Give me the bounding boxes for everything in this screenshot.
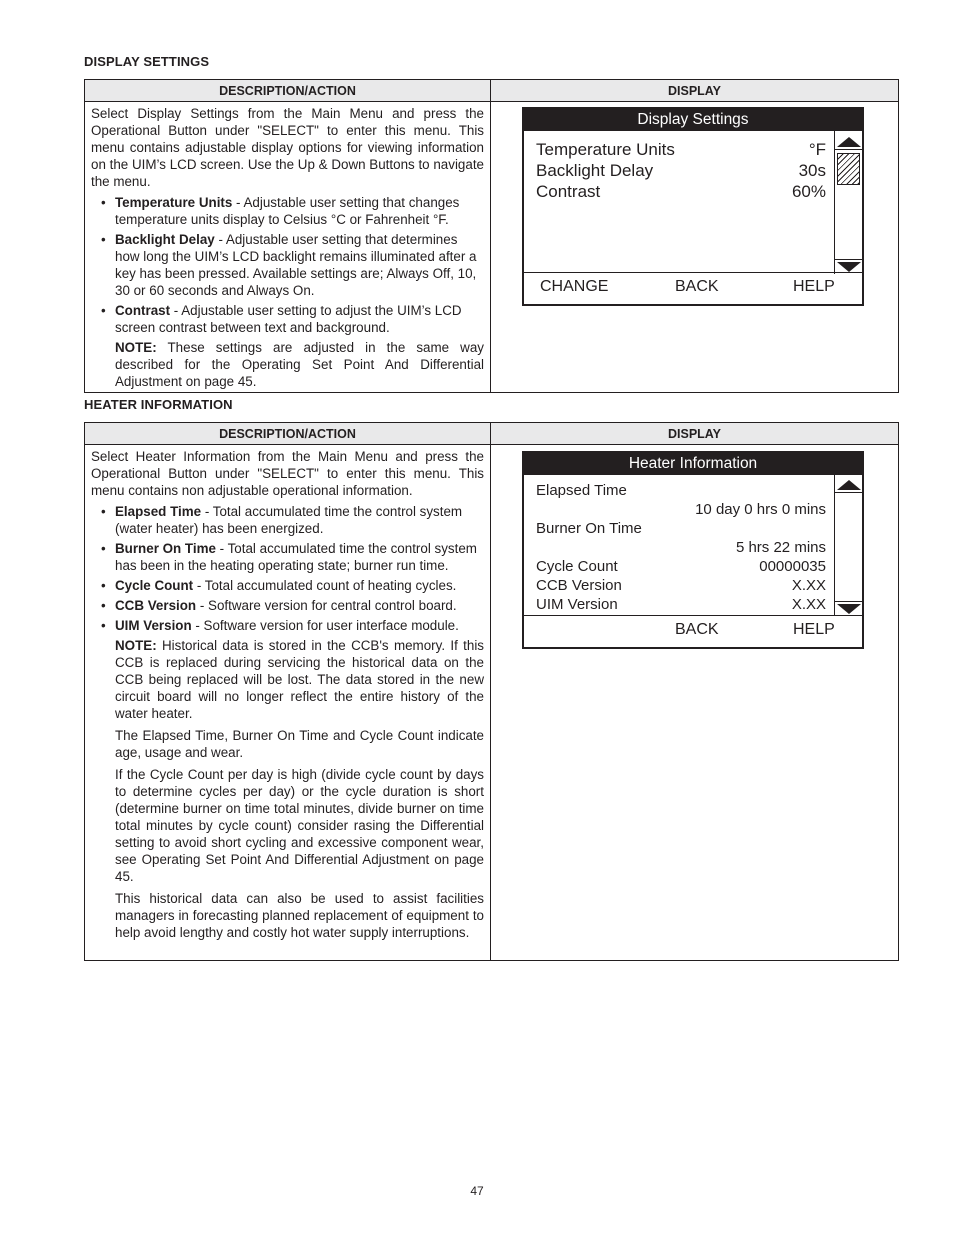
column-header-display: DISPLAY <box>491 80 899 102</box>
column-header-display: DISPLAY <box>491 423 899 445</box>
term-description: - Adjustable user setting that changes temperature units display to Celsius °C or Fahrenheit °F. <box>115 195 460 227</box>
term-description: - Total accumulated time the control system (water heater) has been energized. <box>115 504 463 536</box>
row-label: Temperature Units <box>536 140 675 159</box>
term-description: - Adjustable user setting to adjust the UIM’s LCD screen contrast between text and background. <box>115 303 462 335</box>
term-description: - Software version for central control board. <box>196 598 457 613</box>
row-value: X.XX <box>791 596 826 613</box>
menu-row-elapsed-time[interactable] <box>536 481 826 500</box>
row-label: CCB Version <box>536 577 622 594</box>
term: Burner On Time <box>115 541 216 556</box>
intro-text: Select Display Settings from the Main Menu and press the Operational Button under "SELECT" to enter this menu. This menu contains adjustable display options for viewing information on the UIM’s LCD screen. Use the Up & Down Buttons to navigate the menu. <box>91 106 484 189</box>
column-header-description: DESCRIPTION/ACTION <box>85 423 491 445</box>
note-text: These settings are adjusted in the same way described for the Operating Set Point And Differential Adjustment on page 45. <box>115 340 484 389</box>
term-description: - Software version for user interface module. <box>191 618 459 633</box>
term-description: - Total accumulated count of heating cycles. <box>193 578 457 593</box>
note <box>91 339 484 390</box>
row-label: Backlight Delay <box>536 161 654 180</box>
paragraph-historical-data: This historical data can also be used to assist facilities managers in forecasting planned replacement of equipment to help avoid lengthy and costly hot water supply interruptions. <box>115 891 484 940</box>
menu-row-elapsed-time-value <box>536 500 826 519</box>
lcd-menu <box>536 139 826 202</box>
bullet-icon: • <box>101 303 106 318</box>
bullet-icon: • <box>101 504 106 519</box>
note <box>91 637 484 722</box>
lcd-screen-heater-information <box>522 451 864 649</box>
bullet-icon: • <box>101 232 106 247</box>
softkey-back[interactable]: BACK <box>675 278 719 295</box>
bullet-icon: • <box>101 618 106 633</box>
menu-row-ccb-version[interactable] <box>536 576 826 595</box>
menu-row-temperature-units[interactable] <box>536 139 826 160</box>
softkey-back[interactable]: BACK <box>675 621 719 638</box>
lcd-screen-display-settings <box>522 107 864 306</box>
page-number: 47 <box>470 1184 484 1198</box>
lcd-softkey-bar <box>524 615 862 647</box>
intro-text: Select Heater Information from the Main Menu and press the Operational Button under "SELECT" to enter this menu. This menu contains non adjustable operational information. <box>91 449 484 498</box>
bullet-icon: • <box>101 195 106 210</box>
menu-row-burner-on-time[interactable] <box>536 519 826 538</box>
softkey-help[interactable]: HELP <box>793 278 835 295</box>
scroll-down-arrow-icon[interactable] <box>837 262 861 272</box>
section-title-heater-information: HEATER INFORMATION <box>84 397 233 412</box>
list-item <box>91 597 484 614</box>
menu-row-contrast[interactable] <box>536 181 826 202</box>
note-text: Historical data is stored in the CCB's memory. If this CCB is replaced during servicing the historical data on the CCB being replaced will be lost. The data stored in the new circuit board will no longer reflect the entire history of the water heater. <box>115 638 484 721</box>
bullet-icon: • <box>101 541 106 556</box>
term: UIM Version <box>115 618 192 633</box>
list-item <box>91 617 484 634</box>
bullet-icon: • <box>101 578 106 593</box>
scroll-up-arrow-icon[interactable] <box>837 480 861 490</box>
term: Elapsed Time <box>115 504 202 519</box>
description-cell <box>85 102 491 393</box>
lcd-menu <box>536 481 826 614</box>
lcd-softkey-bar <box>524 272 862 304</box>
row-value: 10 day 0 hrs 0 mins <box>695 501 826 518</box>
list-item <box>91 231 484 299</box>
row-label: Burner On Time <box>536 520 642 537</box>
menu-row-uim-version[interactable] <box>536 595 826 614</box>
paragraph-cycle-count: If the Cycle Count per day is high (divide cycle count by days to determine cycles per day) or the cycle duration is short (determine burner on time total minutes, divide burner on time total minutes by cycle count) consider rasing the Differential setting to avoid short cycling and excessive component wear, see Operating Set Point And Differential Adjustment on page 45. <box>115 767 484 884</box>
row-label: Elapsed Time <box>536 482 627 499</box>
row-label: Cycle Count <box>536 558 618 575</box>
term: CCB Version <box>115 598 197 613</box>
note-label: NOTE: <box>115 340 157 355</box>
menu-row-burner-on-time-value <box>536 538 826 557</box>
scrollbar[interactable] <box>834 131 862 274</box>
scroll-thumb[interactable] <box>837 153 860 185</box>
row-value: 00000035 <box>759 558 826 575</box>
row-label: Contrast <box>536 182 601 201</box>
term: Contrast <box>115 303 171 318</box>
scrollbar[interactable] <box>834 475 862 616</box>
section-title-display-settings: DISPLAY SETTINGS <box>84 54 210 69</box>
menu-row-backlight-delay[interactable] <box>536 160 826 181</box>
softkey-help[interactable]: HELP <box>793 621 835 638</box>
row-value: 5 hrs 22 mins <box>735 539 826 556</box>
row-value: X.XX <box>791 577 826 594</box>
info-list <box>91 503 484 634</box>
softkey-change[interactable]: CHANGE <box>540 278 609 295</box>
description-cell <box>85 445 491 961</box>
menu-row-cycle-count[interactable] <box>536 557 826 576</box>
list-item <box>91 194 484 228</box>
column-header-description: DESCRIPTION/ACTION <box>85 80 491 102</box>
bullet-icon: • <box>101 598 106 613</box>
list-item <box>91 577 484 594</box>
list-item <box>91 302 484 336</box>
row-label: UIM Version <box>536 596 618 613</box>
term: Cycle Count <box>115 578 194 593</box>
term: Backlight Delay <box>115 232 215 247</box>
note-label: NOTE: <box>115 638 157 653</box>
list-item <box>91 503 484 537</box>
term: Temperature Units <box>115 195 233 210</box>
row-value: °F <box>808 140 826 159</box>
paragraph-age-usage: The Elapsed Time, Burner On Time and Cycle Count indicate age, usage and wear. <box>115 728 484 760</box>
row-value: 60% <box>791 182 826 201</box>
settings-list <box>91 194 484 336</box>
scroll-down-arrow-icon[interactable] <box>837 604 861 614</box>
term-description: - Total accumulated time the control system has been in the heating operating state; burner run time. <box>115 541 477 573</box>
lcd-title: Heater Information <box>524 453 862 475</box>
term-description: - Adjustable user setting that determines how long the UIM’s LCD backlight remains illuminated after a key has been pressed. Available settings are; Always Off, 10, 30 or 60 seconds and Always On. <box>115 232 477 298</box>
row-value: 30s <box>798 161 826 180</box>
scroll-up-arrow-icon[interactable] <box>837 137 861 147</box>
list-item <box>91 540 484 574</box>
lcd-title: Display Settings <box>524 109 862 131</box>
